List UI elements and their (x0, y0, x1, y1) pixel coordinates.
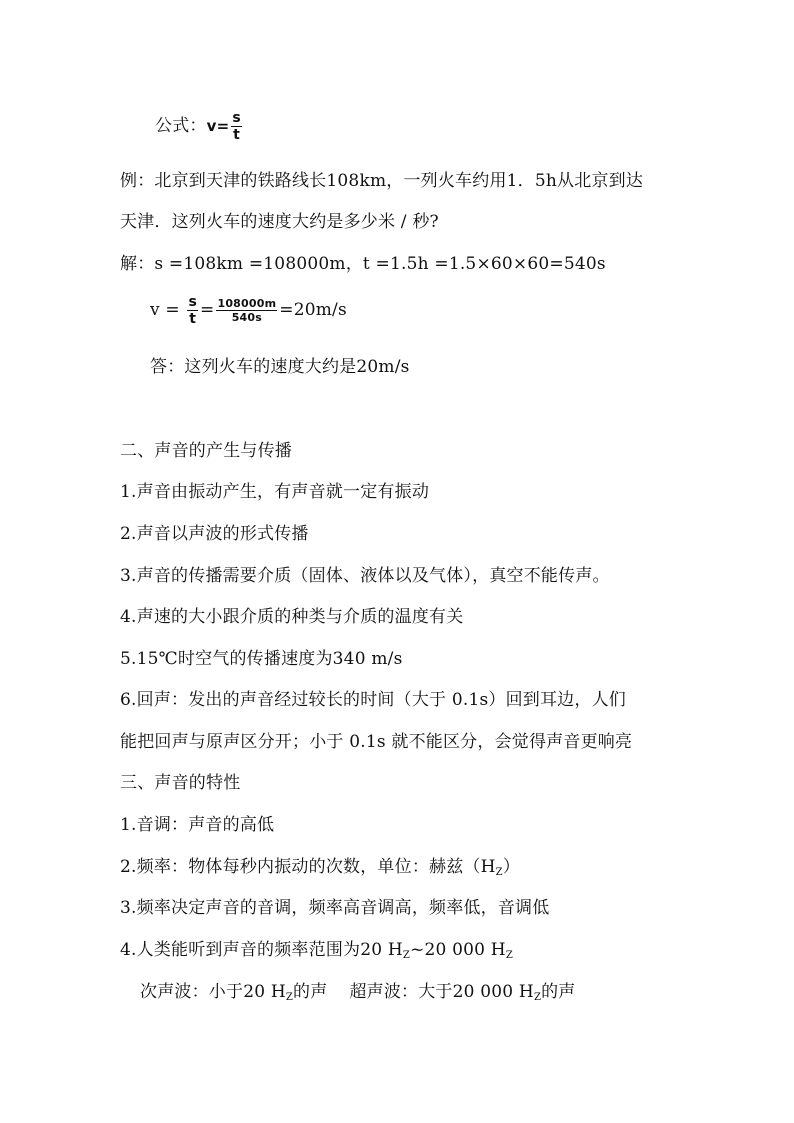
section3-title: 三、声音的特性 (120, 773, 241, 793)
solution-fraction-2-den: 540s (231, 311, 263, 324)
hz-subscript: Z (285, 992, 294, 1003)
solution-result: =20m/s (279, 300, 347, 320)
formula-label: 公式： (155, 116, 207, 136)
solution-fraction-1 (187, 294, 198, 327)
infrasound-suffix: 的声 (293, 982, 328, 1002)
ultrasound-text: 超声波：大于20 000 H (349, 982, 534, 1002)
section3-item-4-mid: ~20 000 H (410, 940, 506, 960)
solution-answer: 答：这列火车的速度大约是20m/s (150, 357, 410, 377)
section3-item-4 (120, 939, 513, 961)
solution-fraction-1-num: s (188, 294, 198, 310)
section2-item: 4.声速的大小跟介质的种类与介质的温度有关 (120, 607, 464, 627)
hz-subscript: Z (533, 992, 542, 1003)
hz-subscript: Z (495, 867, 503, 878)
example-line-1: 例：北京到天津的铁路线长108km，一列火车约用1．5h从北京到达 (120, 171, 644, 191)
ultrasound-suffix: 的声 (541, 982, 576, 1002)
section2-item: 5.15℃时空气的传播速度为340 m/s (120, 649, 403, 669)
formula-line (155, 110, 244, 143)
section3-item-2 (120, 856, 520, 878)
sound-wave-types (140, 981, 576, 1003)
section3-item-2-text: 2.频率：物体每秒内振动的次数，单位：赫兹（H (120, 857, 496, 877)
formula-numerator: s (232, 110, 241, 126)
infrasound-text: 次声波：小于20 H (140, 982, 286, 1002)
solution-v-prefix: v = (150, 300, 180, 320)
solution-line-1: 解：s =108km =108000m，t =1.5h =1.5×60×60=540s (120, 254, 606, 274)
solution-fraction-2 (216, 297, 277, 324)
formula-denominator: t (233, 127, 241, 143)
solution-velocity-line (150, 294, 347, 327)
section2-item: 能把回声与原声区分开；小于 0.1s 就不能区分，会觉得声音更响亮 (120, 732, 633, 752)
solution-fraction-1-den: t (189, 311, 197, 327)
example-line-2: 天津．这列火车的速度大约是多少米 / 秒? (120, 212, 439, 232)
section2-item: 6.回声：发出的声音经过较长的时间（大于 0.1s）回到耳边，人们 (120, 690, 626, 710)
hz-subscript: Z (505, 950, 513, 961)
section3-item-2-close: ） (502, 857, 521, 877)
formula-fraction (231, 110, 242, 143)
section3-item-1: 1.音调：声音的高低 (120, 815, 275, 835)
section2-title: 二、声音的产生与传播 (120, 441, 292, 461)
section3-item-4-text: 4.人类能听到声音的频率范围为20 H (120, 940, 403, 960)
solution-fraction-2-num: 108000m (217, 297, 277, 310)
section2-item: 1.声音由振动产生，有声音就一定有振动 (120, 482, 430, 502)
section2-item: 2.声音以声波的形式传播 (120, 524, 309, 544)
hz-subscript: Z (402, 950, 411, 961)
section3-item-3: 3.频率决定声音的音调，频率高音调高，频率低，音调低 (120, 898, 550, 918)
solution-equals: = (200, 300, 215, 320)
section2-item: 3.声音的传播需要介质（固体、液体以及气体），真空不能传声。 (120, 566, 610, 586)
formula-v: v= (206, 117, 230, 135)
